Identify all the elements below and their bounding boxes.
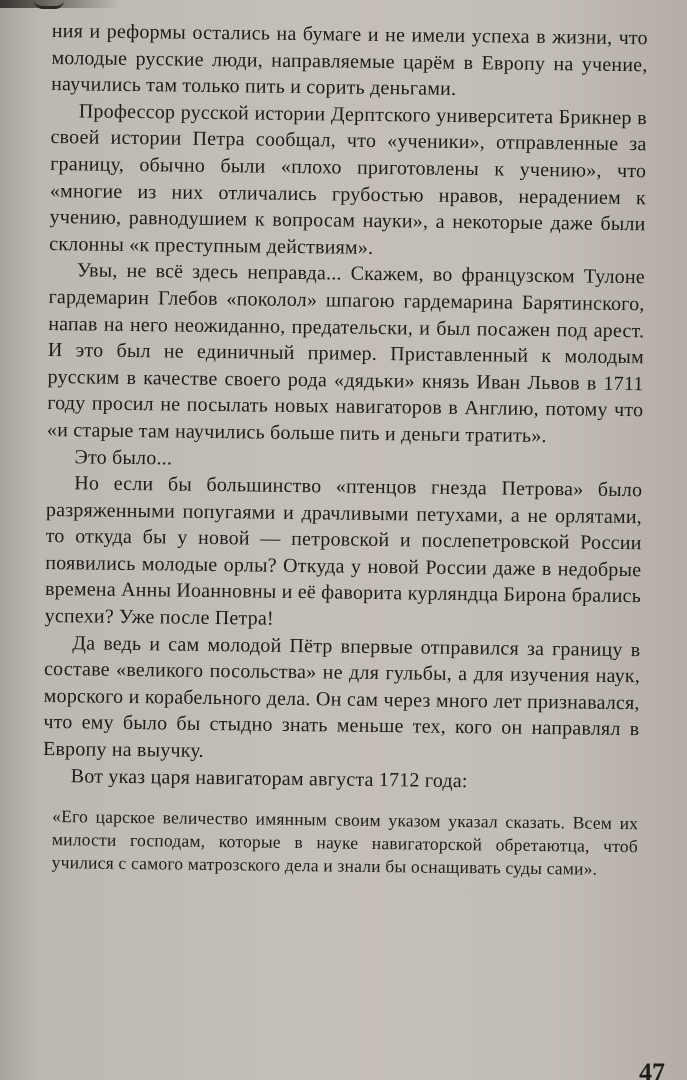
top-decorative-mark bbox=[34, 0, 64, 9]
paragraph-2: Профессор русской истории Дерптского университета Брикнер в своей истории Петра сообщал, что «ученики», отправленные за границу, обычно были «плохо приготовлены к учению», что «многие из них отличались грубостью нравов, нерадением к учению, равнодушием к вопросам науки», а некоторые даже были склонны «к преступным действиям». bbox=[49, 100, 647, 259]
paragraph-7: Вот указ царя навигаторам августа 1712 года: bbox=[70, 764, 468, 792]
page-number: 47 bbox=[639, 1058, 665, 1080]
page-body-text bbox=[42, 18, 648, 881]
paragraph-3: Увы, не всё здесь неправда... Скажем, во французском Тулоне гардемарин Глебов «поколол» шпагою гардемарина Барятинского, напав на него неожиданно, предательски, и был посажен под арест. И это был не единичный пример. Приставленный к молодым русским в качестве своего рода «дядьки» князь Иван Львов в 1711 году просил не посылать новых навигаторов в Англию, потому что «и старые там научились больше пить и деньги тратить». bbox=[46, 259, 646, 447]
paragraph-6: Да ведь и сам молодой Пётр впервые отправился за границу в составе «великого посольства» не для гульбы, а для изучения наук, морского и корабельного дела. Он сам через много лет признавался, что ему было бы стыдно знать меньше тех, кого он направлял в Европу на выучку. bbox=[42, 631, 641, 762]
paragraph-5: Но если бы большинство «птенцов гнезда Петрова» было разряженными попугаями и драчливыми петухами, а не орлятами, то откуда бы у новой — петровской и послепетровской России появились молодые орлы? Откуда у новой России даже в недобрые времена Анны Иоанновны и её фаворита курляндца Бирона брались успехи? Уже после Петра! bbox=[44, 472, 643, 630]
decree-quote: «Его царское величество имянным своим указом указал сказать. Всем их милости господам, которые в науке навигаторской обретаютца, чтоб училися с самого матрозского дела и знали бы оснащивать суды сами». bbox=[51, 806, 639, 879]
paragraph-4: Это было... bbox=[74, 445, 173, 469]
paragraph-1: ния и реформы остались на бумаге и не имели успеха в жизни, что молодые русские люди, направляемые царём в Европу на учение, научились там только пить и сорить деньгами. bbox=[51, 19, 648, 101]
